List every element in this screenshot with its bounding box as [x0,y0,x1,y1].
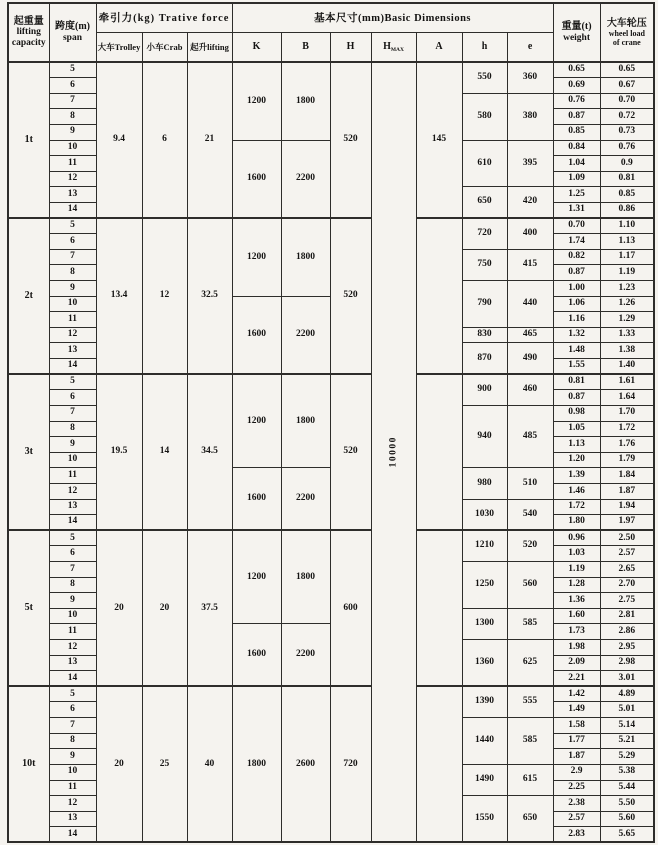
dim-h-cell: 940 [462,405,507,467]
col-header-span: 跨度(m) span [49,3,96,62]
span-cell: 9 [49,749,96,765]
weight-cell: 1.09 [553,171,600,187]
span-cell: 13 [49,655,96,671]
dim-k-cell: 1800 [232,686,281,842]
span-cell: 8 [49,265,96,281]
dim-h-height-cell: 720 [330,686,371,842]
dim-h-cell: 900 [462,374,507,405]
wheel-load-cell: 2.70 [600,577,654,593]
wheel-load-cell: 0.65 [600,62,654,78]
span-cell: 12 [49,640,96,656]
dim-e-cell: 585 [507,608,553,639]
span-cell: 11 [49,312,96,328]
dim-e-cell: 615 [507,764,553,795]
col-header-dim-h: h [462,32,507,62]
group-header-traction: 牵引力(kg) Trative force [96,3,232,32]
trolley-force-cell: 20 [96,686,142,842]
col-header-capacity: 起重量 lifting capacity [8,3,49,62]
span-cell: 10 [49,452,96,468]
span-cell: 7 [49,405,96,421]
col-header-traction-2: 起升lifting [187,32,232,62]
weight-cell: 1.46 [553,483,600,499]
weight-cell: 0.84 [553,140,600,156]
wheel-load-cell: 5.60 [600,811,654,827]
col-header-dim-a: A [416,32,462,62]
dim-b-cell: 1800 [281,218,330,296]
weight-cell: 1.48 [553,343,600,359]
dim-e-cell: 520 [507,530,553,561]
weight-cell: 0.98 [553,405,600,421]
dim-h-cell: 1550 [462,796,507,843]
dim-b-cell: 1800 [281,62,330,140]
wheel-load-cell: 1.29 [600,312,654,328]
weight-cell: 1.49 [553,702,600,718]
span-cell: 12 [49,796,96,812]
table-header [8,3,654,62]
span-cell: 13 [49,343,96,359]
weight-cell: 2.9 [553,764,600,780]
trolley-force-cell: 13.4 [96,218,142,374]
weight-cell: 0.87 [553,265,600,281]
dim-a-cell: 145 [416,62,462,218]
weight-cell: 0.70 [553,218,600,234]
span-cell: 13 [49,499,96,515]
wheel-load-cell: 5.21 [600,733,654,749]
weight-cell: 2.83 [553,827,600,843]
span-cell: 11 [49,156,96,172]
dim-h-cell: 1250 [462,562,507,609]
dim-e-cell: 420 [507,187,553,218]
dim-h-height-cell: 520 [330,218,371,374]
weight-cell: 0.82 [553,249,600,265]
trolley-force-cell: 19.5 [96,374,142,530]
weight-cell: 2.38 [553,796,600,812]
span-cell: 12 [49,171,96,187]
dim-h-cell: 1210 [462,530,507,561]
dim-e-cell: 625 [507,640,553,687]
dim-e-cell: 485 [507,405,553,467]
dim-b-cell: 2200 [281,468,330,530]
dim-a-cell [416,530,462,686]
wheel-load-cell: 0.76 [600,140,654,156]
wheel-load-cell: 1.23 [600,281,654,297]
span-cell: 7 [49,93,96,109]
span-cell: 14 [49,515,96,531]
wheel-load-cell: 5.44 [600,780,654,796]
wheel-load-cell: 1.94 [600,499,654,515]
dim-b-cell: 2200 [281,140,330,218]
table-row [8,62,654,78]
weight-cell: 1.28 [553,577,600,593]
weight-cell: 1.73 [553,624,600,640]
span-cell: 6 [49,702,96,718]
wheel-load-cell: 1.38 [600,343,654,359]
col-header-dim-k: K [232,32,281,62]
group-header-dimensions: 基本尺寸(mm)Basic Dimensions [232,3,553,32]
wheel-load-cell: 1.40 [600,359,654,375]
wheel-load-cell: 0.86 [600,202,654,218]
dim-e-cell: 380 [507,93,553,140]
wheel-load-cell: 0.81 [600,171,654,187]
table-body [8,62,654,842]
table-row [8,374,654,390]
span-cell: 9 [49,281,96,297]
crab-force-cell: 12 [142,218,187,374]
wheel-load-cell: 2.50 [600,530,654,546]
wheel-load-cell: 1.84 [600,468,654,484]
span-cell: 11 [49,624,96,640]
span-cell: 14 [49,202,96,218]
crab-force-cell: 14 [142,374,187,530]
wheel-load-cell: 1.70 [600,405,654,421]
table-row [8,218,654,234]
col-header-traction-0: 大车Trolley [96,32,142,62]
span-cell: 14 [49,359,96,375]
span-cell: 6 [49,234,96,250]
wheel-load-cell: 2.86 [600,624,654,640]
lifting-force-cell: 34.5 [187,374,232,530]
wheel-load-cell: 1.79 [600,452,654,468]
wheel-load-cell: 5.50 [600,796,654,812]
weight-cell: 1.87 [553,749,600,765]
span-cell: 7 [49,718,96,734]
dim-e-cell: 540 [507,499,553,530]
weight-cell: 1.31 [553,202,600,218]
wheel-load-cell: 1.97 [600,515,654,531]
dim-h-height-cell: 520 [330,62,371,218]
wheel-load-cell: 2.65 [600,562,654,578]
dim-e-cell: 650 [507,796,553,843]
table-row [8,530,654,546]
dim-a-cell [416,686,462,842]
span-cell: 10 [49,140,96,156]
weight-cell: 0.85 [553,124,600,140]
table-row [8,686,654,702]
wheel-load-cell: 0.85 [600,187,654,203]
weight-cell: 2.57 [553,811,600,827]
dim-k-cell: 1200 [232,62,281,140]
span-cell: 11 [49,468,96,484]
dim-e-cell: 460 [507,374,553,405]
span-cell: 13 [49,187,96,203]
dim-e-cell: 395 [507,140,553,187]
span-cell: 9 [49,124,96,140]
dim-h-cell: 650 [462,187,507,218]
wheel-load-cell: 1.10 [600,218,654,234]
wheel-load-cell: 5.65 [600,827,654,843]
dim-e-cell: 490 [507,343,553,374]
wheel-load-cell: 1.19 [600,265,654,281]
span-cell: 14 [49,827,96,843]
dim-hmax-cell [371,62,416,842]
dim-a-cell [416,218,462,374]
weight-cell: 1.36 [553,593,600,609]
weight-cell: 1.00 [553,281,600,297]
capacity-cell: 1t [8,62,49,218]
weight-cell: 0.87 [553,109,600,125]
weight-cell: 2.25 [553,780,600,796]
wheel-load-cell: 3.01 [600,671,654,687]
trolley-force-cell: 9.4 [96,62,142,218]
wheel-load-cell: 1.26 [600,296,654,312]
capacity-cell: 3t [8,374,49,530]
span-cell: 11 [49,780,96,796]
span-cell: 5 [49,530,96,546]
wheel-load-cell: 0.70 [600,93,654,109]
span-cell: 9 [49,593,96,609]
col-header-traction-1: 小车Crab [142,32,187,62]
dim-e-cell: 585 [507,718,553,765]
wheel-load-cell: 1.33 [600,327,654,343]
dim-h-cell: 720 [462,218,507,249]
span-cell: 14 [49,671,96,687]
dim-e-cell: 440 [507,281,553,328]
spec-table [7,2,655,843]
dim-h-cell: 830 [462,327,507,343]
dim-h-cell: 610 [462,140,507,187]
wheel-load-cell: 1.13 [600,234,654,250]
dim-e-cell: 415 [507,249,553,280]
span-cell: 10 [49,296,96,312]
span-cell: 7 [49,249,96,265]
dim-k-cell: 1200 [232,374,281,468]
wheel-load-cell: 1.64 [600,390,654,406]
weight-cell: 1.42 [553,686,600,702]
span-cell: 8 [49,109,96,125]
weight-cell: 0.87 [553,390,600,406]
span-cell: 6 [49,78,96,94]
span-cell: 10 [49,608,96,624]
weight-cell: 1.98 [553,640,600,656]
dim-h-cell: 1360 [462,640,507,687]
wheel-load-cell: 1.87 [600,483,654,499]
span-cell: 12 [49,327,96,343]
col-header-wheel-load: 大车轮压 wheel load of crane [600,3,654,62]
span-cell: 5 [49,686,96,702]
dim-k-cell: 1600 [232,296,281,374]
span-cell: 6 [49,546,96,562]
span-cell: 5 [49,62,96,78]
weight-cell: 1.03 [553,546,600,562]
dim-k-cell: 1200 [232,218,281,296]
dim-h-cell: 790 [462,281,507,328]
capacity-cell: 5t [8,530,49,686]
wheel-load-cell: 1.76 [600,437,654,453]
weight-cell: 1.74 [553,234,600,250]
span-cell: 8 [49,733,96,749]
wheel-load-cell: 0.73 [600,124,654,140]
wheel-load-cell: 0.9 [600,156,654,172]
dim-k-cell: 1600 [232,140,281,218]
dim-e-cell: 465 [507,327,553,343]
dim-h-cell: 1490 [462,764,507,795]
dim-k-cell: 1600 [232,468,281,530]
span-cell: 12 [49,483,96,499]
weight-cell: 0.76 [553,93,600,109]
weight-cell: 1.58 [553,718,600,734]
capacity-cell: 2t [8,218,49,374]
weight-cell: 1.19 [553,562,600,578]
weight-cell: 1.72 [553,499,600,515]
wheel-load-cell: 2.98 [600,655,654,671]
wheel-load-cell: 1.61 [600,374,654,390]
dim-h-cell: 1300 [462,608,507,639]
dim-h-cell: 750 [462,249,507,280]
crab-force-cell: 25 [142,686,187,842]
weight-cell: 1.20 [553,452,600,468]
weight-cell: 2.09 [553,655,600,671]
dim-k-cell: 1200 [232,530,281,624]
wheel-load-cell: 5.01 [600,702,654,718]
dim-e-cell: 555 [507,686,553,717]
dim-e-cell: 360 [507,62,553,93]
span-cell: 6 [49,390,96,406]
weight-cell: 0.81 [553,374,600,390]
lifting-force-cell: 40 [187,686,232,842]
weight-cell: 0.69 [553,78,600,94]
capacity-cell: 10t [8,686,49,842]
wheel-load-cell: 5.29 [600,749,654,765]
weight-cell: 1.80 [553,515,600,531]
dim-h-cell: 980 [462,468,507,499]
dim-h-cell: 580 [462,93,507,140]
span-cell: 8 [49,577,96,593]
header-row-1 [8,3,654,32]
dim-b-cell: 2600 [281,686,330,842]
wheel-load-cell: 2.75 [600,593,654,609]
dim-e-cell: 560 [507,562,553,609]
dim-h-height-cell: 520 [330,374,371,530]
dim-a-cell [416,374,462,530]
weight-cell: 1.05 [553,421,600,437]
dim-h-height-cell: 600 [330,530,371,686]
weight-cell: 1.16 [553,312,600,328]
weight-cell: 1.06 [553,296,600,312]
dim-b-cell: 2200 [281,624,330,686]
col-header-weight: 重量(t) weight [553,3,600,62]
weight-cell: 1.60 [553,608,600,624]
weight-cell: 1.55 [553,359,600,375]
col-header-dim-b: B [281,32,330,62]
dim-h-cell: 550 [462,62,507,93]
dim-h-cell: 870 [462,343,507,374]
dim-e-cell: 510 [507,468,553,499]
dim-e-cell: 400 [507,218,553,249]
lifting-force-cell: 32.5 [187,218,232,374]
span-cell: 13 [49,811,96,827]
weight-cell: 1.13 [553,437,600,453]
dim-b-cell: 2200 [281,296,330,374]
span-cell: 8 [49,421,96,437]
weight-cell: 1.04 [553,156,600,172]
dim-h-cell: 1440 [462,718,507,765]
span-cell: 7 [49,562,96,578]
wheel-load-cell: 2.95 [600,640,654,656]
weight-cell: 0.96 [553,530,600,546]
crab-force-cell: 20 [142,530,187,686]
hmax-value: 10000 [387,436,398,468]
wheel-load-cell: 1.72 [600,421,654,437]
trolley-force-cell: 20 [96,530,142,686]
dim-b-cell: 1800 [281,530,330,624]
col-header-dim-hmax: $H_{MAX}$ [371,32,416,62]
weight-cell: 1.25 [553,187,600,203]
wheel-load-cell: 2.81 [600,608,654,624]
weight-cell: 1.77 [553,733,600,749]
weight-cell: 1.39 [553,468,600,484]
weight-cell: 1.32 [553,327,600,343]
span-cell: 5 [49,374,96,390]
wheel-load-cell: 5.14 [600,718,654,734]
wheel-load-cell: 2.57 [600,546,654,562]
weight-cell: 0.65 [553,62,600,78]
wheel-load-cell: 5.38 [600,764,654,780]
weight-cell: 2.21 [553,671,600,687]
col-header-dim-h: H [330,32,371,62]
wheel-load-cell: 1.17 [600,249,654,265]
span-cell: 10 [49,764,96,780]
wheel-load-cell: 0.67 [600,78,654,94]
dim-h-cell: 1030 [462,499,507,530]
wheel-load-cell: 4.89 [600,686,654,702]
span-cell: 5 [49,218,96,234]
dim-h-cell: 1390 [462,686,507,717]
wheel-load-cell: 0.72 [600,109,654,125]
col-header-dim-e: e [507,32,553,62]
crab-force-cell: 6 [142,62,187,218]
span-cell: 9 [49,437,96,453]
lifting-force-cell: 37.5 [187,530,232,686]
lifting-force-cell: 21 [187,62,232,218]
dim-k-cell: 1600 [232,624,281,686]
dim-b-cell: 1800 [281,374,330,468]
